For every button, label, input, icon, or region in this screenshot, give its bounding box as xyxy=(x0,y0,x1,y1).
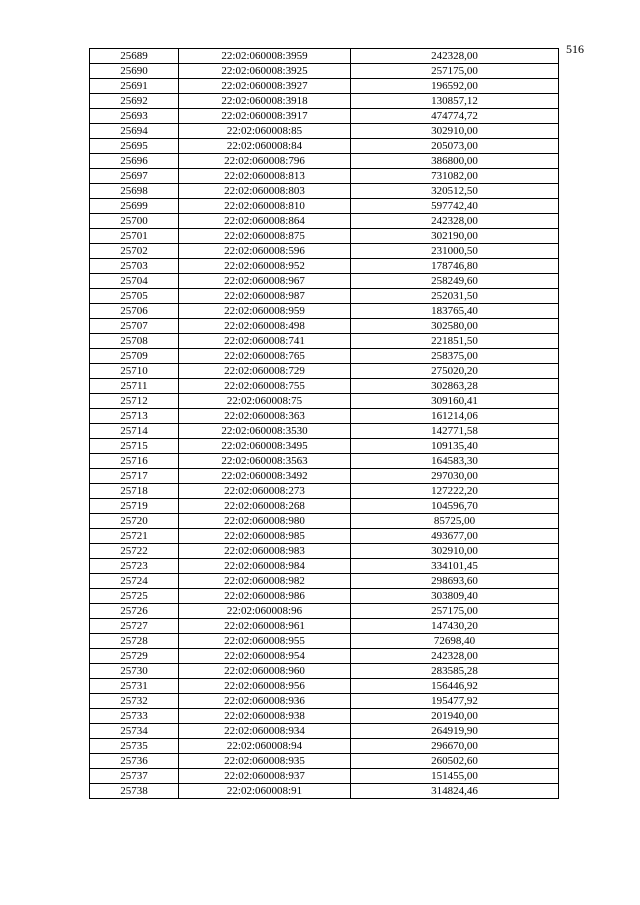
row-number-cell: 25694 xyxy=(90,124,179,139)
row-number-cell: 25709 xyxy=(90,349,179,364)
row-number-cell: 25725 xyxy=(90,589,179,604)
table-row xyxy=(90,79,559,94)
value-cell: 258375,00 xyxy=(351,349,559,364)
row-number-cell: 25718 xyxy=(90,484,179,499)
cadastral-number-cell: 22:02:060008:952 xyxy=(179,259,351,274)
value-cell: 130857,12 xyxy=(351,94,559,109)
value-cell: 731082,00 xyxy=(351,169,559,184)
value-cell: 242328,00 xyxy=(351,214,559,229)
table-row xyxy=(90,244,559,259)
value-cell: 264919,90 xyxy=(351,724,559,739)
row-number-cell: 25735 xyxy=(90,739,179,754)
row-number-cell: 25728 xyxy=(90,634,179,649)
value-cell: 142771,58 xyxy=(351,424,559,439)
cadastral-number-cell: 22:02:060008:3492 xyxy=(179,469,351,484)
cadastral-number-cell: 22:02:060008:955 xyxy=(179,634,351,649)
value-cell: 302910,00 xyxy=(351,544,559,559)
table-row xyxy=(90,349,559,364)
value-cell: 104596,70 xyxy=(351,499,559,514)
cadastral-number-cell: 22:02:060008:983 xyxy=(179,544,351,559)
value-cell: 297030,00 xyxy=(351,469,559,484)
cadastral-number-cell: 22:02:060008:938 xyxy=(179,709,351,724)
cadastral-number-cell: 22:02:060008:986 xyxy=(179,589,351,604)
table-row xyxy=(90,379,559,394)
value-cell: 252031,50 xyxy=(351,289,559,304)
value-cell: 314824,46 xyxy=(351,784,559,799)
row-number-cell: 25733 xyxy=(90,709,179,724)
page-number: 516 xyxy=(566,42,584,56)
table-row xyxy=(90,139,559,154)
table-row xyxy=(90,124,559,139)
cadastral-number-cell: 22:02:060008:934 xyxy=(179,724,351,739)
table-row xyxy=(90,619,559,634)
cadastral-number-cell: 22:02:060008:498 xyxy=(179,319,351,334)
cadastral-number-cell: 22:02:060008:765 xyxy=(179,349,351,364)
value-cell: 334101,45 xyxy=(351,559,559,574)
table-row xyxy=(90,559,559,574)
table-row xyxy=(90,289,559,304)
value-cell: 597742,40 xyxy=(351,199,559,214)
table-row xyxy=(90,649,559,664)
table-row xyxy=(90,109,559,124)
value-cell: 302190,00 xyxy=(351,229,559,244)
cadastral-number-cell: 22:02:060008:810 xyxy=(179,199,351,214)
table-row xyxy=(90,709,559,724)
cadastral-number-cell: 22:02:060008:91 xyxy=(179,784,351,799)
table-row xyxy=(90,724,559,739)
table-row xyxy=(90,514,559,529)
cadastral-number-cell: 22:02:060008:3925 xyxy=(179,64,351,79)
table-row xyxy=(90,634,559,649)
table-row xyxy=(90,784,559,799)
table-row xyxy=(90,439,559,454)
value-cell: 85725,00 xyxy=(351,514,559,529)
cadastral-number-cell: 22:02:060008:84 xyxy=(179,139,351,154)
row-number-cell: 25706 xyxy=(90,304,179,319)
cadastral-number-cell: 22:02:060008:3530 xyxy=(179,424,351,439)
value-cell: 302580,00 xyxy=(351,319,559,334)
row-number-cell: 25712 xyxy=(90,394,179,409)
value-cell: 257175,00 xyxy=(351,604,559,619)
cadastral-number-cell: 22:02:060008:3959 xyxy=(179,49,351,64)
cadastral-number-cell: 22:02:060008:96 xyxy=(179,604,351,619)
value-cell: 275020,20 xyxy=(351,364,559,379)
row-number-cell: 25700 xyxy=(90,214,179,229)
value-cell: 474774,72 xyxy=(351,109,559,124)
table-row xyxy=(90,469,559,484)
row-number-cell: 25731 xyxy=(90,679,179,694)
cadastral-number-cell: 22:02:060008:956 xyxy=(179,679,351,694)
row-number-cell: 25730 xyxy=(90,664,179,679)
row-number-cell: 25697 xyxy=(90,169,179,184)
value-cell: 258249,60 xyxy=(351,274,559,289)
table-row xyxy=(90,529,559,544)
row-number-cell: 25690 xyxy=(90,64,179,79)
table-row xyxy=(90,184,559,199)
value-cell: 151455,00 xyxy=(351,769,559,784)
row-number-cell: 25696 xyxy=(90,154,179,169)
table-row xyxy=(90,589,559,604)
value-cell: 221851,50 xyxy=(351,334,559,349)
cadastral-number-cell: 22:02:060008:967 xyxy=(179,274,351,289)
value-cell: 195477,92 xyxy=(351,694,559,709)
value-cell: 242328,00 xyxy=(351,49,559,64)
value-cell: 386800,00 xyxy=(351,154,559,169)
value-cell: 156446,92 xyxy=(351,679,559,694)
row-number-cell: 25705 xyxy=(90,289,179,304)
row-number-cell: 25707 xyxy=(90,319,179,334)
value-cell: 302910,00 xyxy=(351,124,559,139)
table-row xyxy=(90,454,559,469)
row-number-cell: 25722 xyxy=(90,544,179,559)
row-number-cell: 25713 xyxy=(90,409,179,424)
table-row xyxy=(90,94,559,109)
cadastral-number-cell: 22:02:060008:741 xyxy=(179,334,351,349)
value-cell: 127222,20 xyxy=(351,484,559,499)
row-number-cell: 25716 xyxy=(90,454,179,469)
row-number-cell: 25708 xyxy=(90,334,179,349)
row-number-cell: 25736 xyxy=(90,754,179,769)
cadastral-number-cell: 22:02:060008:875 xyxy=(179,229,351,244)
cadastral-number-cell: 22:02:060008:961 xyxy=(179,619,351,634)
cadastral-number-cell: 22:02:060008:937 xyxy=(179,769,351,784)
value-cell: 205073,00 xyxy=(351,139,559,154)
value-cell: 109135,40 xyxy=(351,439,559,454)
value-cell: 296670,00 xyxy=(351,739,559,754)
value-cell: 260502,60 xyxy=(351,754,559,769)
row-number-cell: 25699 xyxy=(90,199,179,214)
value-cell: 493677,00 xyxy=(351,529,559,544)
table-row xyxy=(90,544,559,559)
table-row xyxy=(90,364,559,379)
registry-table-body xyxy=(90,49,559,799)
row-number-cell: 25693 xyxy=(90,109,179,124)
value-cell: 320512,50 xyxy=(351,184,559,199)
table-row xyxy=(90,484,559,499)
table-row xyxy=(90,694,559,709)
cadastral-number-cell: 22:02:060008:960 xyxy=(179,664,351,679)
row-number-cell: 25695 xyxy=(90,139,179,154)
table-row xyxy=(90,304,559,319)
value-cell: 164583,30 xyxy=(351,454,559,469)
row-number-cell: 25689 xyxy=(90,49,179,64)
table-row xyxy=(90,754,559,769)
cadastral-number-cell: 22:02:060008:954 xyxy=(179,649,351,664)
table-row xyxy=(90,424,559,439)
cadastral-number-cell: 22:02:060008:959 xyxy=(179,304,351,319)
row-number-cell: 25692 xyxy=(90,94,179,109)
table-row xyxy=(90,169,559,184)
row-number-cell: 25726 xyxy=(90,604,179,619)
row-number-cell: 25727 xyxy=(90,619,179,634)
cadastral-number-cell: 22:02:060008:3917 xyxy=(179,109,351,124)
cadastral-number-cell: 22:02:060008:75 xyxy=(179,394,351,409)
cadastral-number-cell: 22:02:060008:813 xyxy=(179,169,351,184)
cadastral-number-cell: 22:02:060008:803 xyxy=(179,184,351,199)
value-cell: 309160,41 xyxy=(351,394,559,409)
row-number-cell: 25723 xyxy=(90,559,179,574)
value-cell: 183765,40 xyxy=(351,304,559,319)
table-row xyxy=(90,769,559,784)
row-number-cell: 25721 xyxy=(90,529,179,544)
registry-table xyxy=(89,48,559,799)
cadastral-number-cell: 22:02:060008:3927 xyxy=(179,79,351,94)
row-number-cell: 25711 xyxy=(90,379,179,394)
value-cell: 201940,00 xyxy=(351,709,559,724)
row-number-cell: 25702 xyxy=(90,244,179,259)
row-number-cell: 25691 xyxy=(90,79,179,94)
row-number-cell: 25729 xyxy=(90,649,179,664)
row-number-cell: 25717 xyxy=(90,469,179,484)
cadastral-number-cell: 22:02:060008:755 xyxy=(179,379,351,394)
row-number-cell: 25738 xyxy=(90,784,179,799)
value-cell: 242328,00 xyxy=(351,649,559,664)
cadastral-number-cell: 22:02:060008:796 xyxy=(179,154,351,169)
value-cell: 196592,00 xyxy=(351,79,559,94)
row-number-cell: 25704 xyxy=(90,274,179,289)
cadastral-number-cell: 22:02:060008:268 xyxy=(179,499,351,514)
cadastral-number-cell: 22:02:060008:982 xyxy=(179,574,351,589)
row-number-cell: 25737 xyxy=(90,769,179,784)
table-row xyxy=(90,499,559,514)
row-number-cell: 25724 xyxy=(90,574,179,589)
row-number-cell: 25719 xyxy=(90,499,179,514)
cadastral-number-cell: 22:02:060008:980 xyxy=(179,514,351,529)
table-row xyxy=(90,154,559,169)
cadastral-number-cell: 22:02:060008:987 xyxy=(179,289,351,304)
cadastral-number-cell: 22:02:060008:94 xyxy=(179,739,351,754)
table-row xyxy=(90,214,559,229)
table-row xyxy=(90,229,559,244)
value-cell: 178746,80 xyxy=(351,259,559,274)
row-number-cell: 25698 xyxy=(90,184,179,199)
row-number-cell: 25732 xyxy=(90,694,179,709)
table-row xyxy=(90,334,559,349)
table-row xyxy=(90,739,559,754)
value-cell: 283585,28 xyxy=(351,664,559,679)
row-number-cell: 25710 xyxy=(90,364,179,379)
cadastral-number-cell: 22:02:060008:3495 xyxy=(179,439,351,454)
row-number-cell: 25720 xyxy=(90,514,179,529)
cadastral-number-cell: 22:02:060008:936 xyxy=(179,694,351,709)
row-number-cell: 25701 xyxy=(90,229,179,244)
table-row xyxy=(90,274,559,289)
row-number-cell: 25714 xyxy=(90,424,179,439)
cadastral-number-cell: 22:02:060008:3563 xyxy=(179,454,351,469)
cadastral-number-cell: 22:02:060008:864 xyxy=(179,214,351,229)
cadastral-number-cell: 22:02:060008:729 xyxy=(179,364,351,379)
row-number-cell: 25715 xyxy=(90,439,179,454)
cadastral-number-cell: 22:02:060008:935 xyxy=(179,754,351,769)
value-cell: 302863,28 xyxy=(351,379,559,394)
value-cell: 298693,60 xyxy=(351,574,559,589)
value-cell: 231000,50 xyxy=(351,244,559,259)
table-row xyxy=(90,679,559,694)
cadastral-number-cell: 22:02:060008:363 xyxy=(179,409,351,424)
table-row xyxy=(90,394,559,409)
table-row xyxy=(90,199,559,214)
table-row xyxy=(90,319,559,334)
row-number-cell: 25734 xyxy=(90,724,179,739)
cadastral-number-cell: 22:02:060008:3918 xyxy=(179,94,351,109)
value-cell: 303809,40 xyxy=(351,589,559,604)
value-cell: 257175,00 xyxy=(351,64,559,79)
table-row xyxy=(90,409,559,424)
table-row xyxy=(90,64,559,79)
cadastral-number-cell: 22:02:060008:273 xyxy=(179,484,351,499)
value-cell: 161214,06 xyxy=(351,409,559,424)
table-row xyxy=(90,574,559,589)
table-row xyxy=(90,49,559,64)
table-row xyxy=(90,664,559,679)
cadastral-number-cell: 22:02:060008:596 xyxy=(179,244,351,259)
cadastral-number-cell: 22:02:060008:984 xyxy=(179,559,351,574)
value-cell: 72698,40 xyxy=(351,634,559,649)
table-row xyxy=(90,259,559,274)
cadastral-number-cell: 22:02:060008:85 xyxy=(179,124,351,139)
cadastral-number-cell: 22:02:060008:985 xyxy=(179,529,351,544)
row-number-cell: 25703 xyxy=(90,259,179,274)
table-row xyxy=(90,604,559,619)
value-cell: 147430,20 xyxy=(351,619,559,634)
